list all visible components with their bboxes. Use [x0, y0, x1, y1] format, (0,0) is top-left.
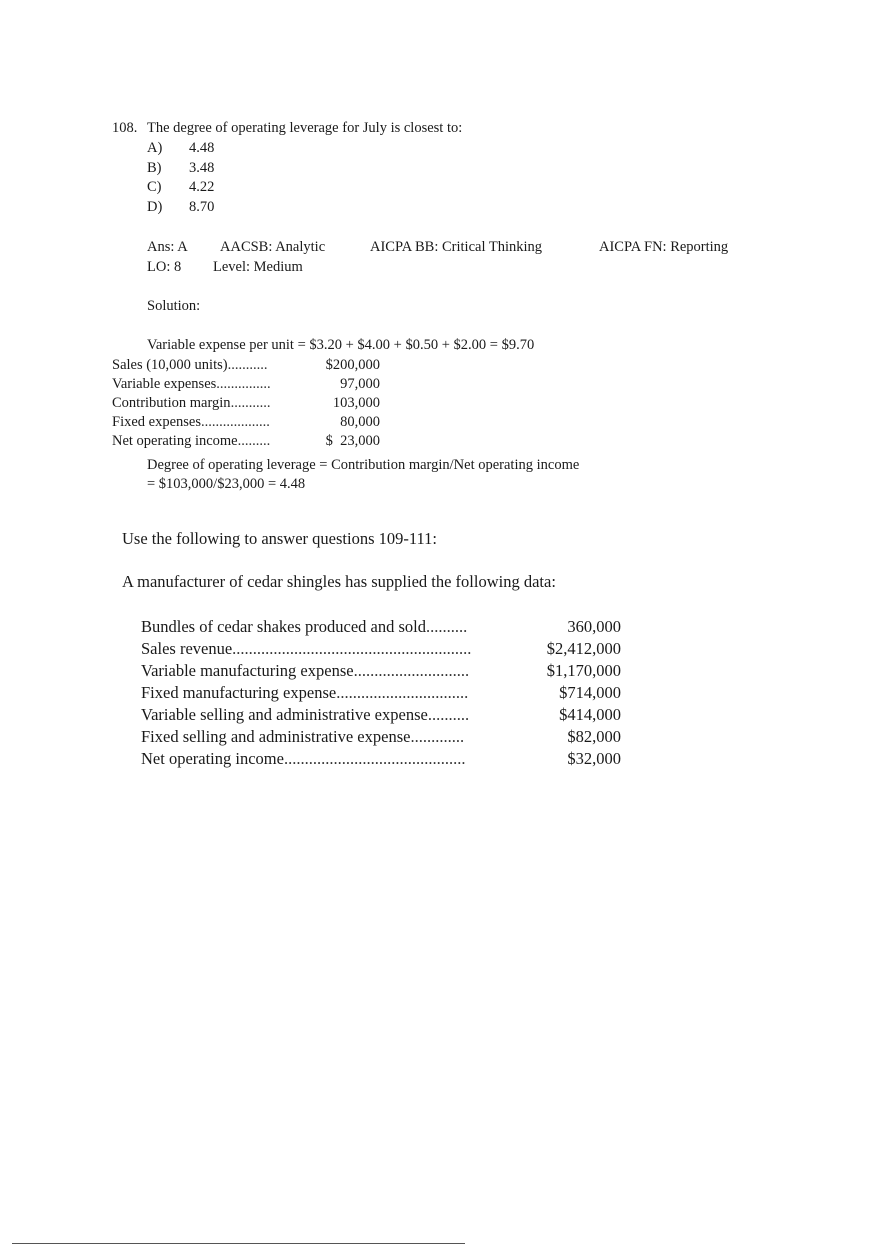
- option-value: 4.48: [189, 140, 215, 156]
- question-number: 108.: [112, 120, 138, 136]
- leader-dots: ...........: [227, 357, 268, 373]
- income-row-label: Contribution margin: [112, 395, 231, 411]
- income-row: [112, 413, 380, 432]
- section-intro: Use the following to answer questions 109-111:: [122, 529, 437, 548]
- income-row: [112, 375, 380, 394]
- footer-rule: [12, 1243, 465, 1244]
- leader-dots: .........: [237, 433, 271, 449]
- data-row-label: Sales revenue: [141, 639, 233, 658]
- data-row-value: $2,412,000: [546, 639, 621, 658]
- dol-result: = $103,000/$23,000 = 4.48: [147, 476, 306, 492]
- option-a: [147, 139, 347, 158]
- option-value: 3.48: [189, 160, 215, 176]
- data-row: [141, 682, 621, 704]
- leader-dots: ............................: [353, 661, 470, 680]
- leader-dots: ...........: [230, 395, 271, 411]
- data-row: [141, 616, 621, 638]
- data-row-value: $414,000: [559, 705, 621, 724]
- data-row: [141, 638, 621, 660]
- question-text: The degree of operating leverage for July is closest to:: [147, 120, 463, 136]
- aicpa-bb-tag: AICPA BB: Critical Thinking: [370, 239, 543, 255]
- income-row-label: Variable expenses: [112, 376, 217, 392]
- option-value: 4.22: [189, 179, 215, 195]
- option-label: D): [147, 199, 163, 215]
- dol-formula: Degree of operating leverage = Contribution margin/Net operating income: [147, 457, 580, 473]
- option-label: B): [147, 160, 162, 176]
- income-row-value: 103,000: [332, 395, 380, 411]
- leader-dots: ...................: [201, 414, 270, 430]
- data-row: [141, 660, 621, 682]
- leader-dots: ............................................: [283, 749, 466, 768]
- income-row-value: 97,000: [340, 376, 380, 392]
- option-label: C): [147, 179, 162, 195]
- option-c: [147, 178, 347, 197]
- income-row-value: $ 23,000: [325, 433, 380, 449]
- income-statement: [112, 356, 380, 451]
- data-row-label: Variable selling and administrative expense: [141, 705, 428, 724]
- income-row-value: $200,000: [325, 357, 380, 373]
- option-value: 8.70: [189, 199, 215, 215]
- leader-dots: ................................: [336, 683, 469, 702]
- data-row: [141, 726, 621, 748]
- income-row-label: Sales (10,000 units): [112, 357, 228, 373]
- income-row: [112, 432, 380, 451]
- leader-dots: ...............: [216, 376, 271, 392]
- difficulty-level: Level: Medium: [213, 259, 303, 275]
- data-row-value: $82,000: [567, 727, 621, 746]
- aacsb-tag: AACSB: Analytic: [220, 239, 326, 255]
- data-row-label: Fixed selling and administrative expense: [141, 727, 411, 746]
- data-row-label: Bundles of cedar shakes produced and sold: [141, 617, 427, 636]
- data-row-value: $1,170,000: [546, 661, 621, 680]
- option-b: [147, 159, 347, 178]
- answer-key: Ans: A: [147, 239, 188, 255]
- option-d: [147, 198, 347, 217]
- aicpa-fn-tag: AICPA FN: Reporting: [599, 239, 729, 255]
- data-row: [141, 748, 621, 770]
- data-row-value: $32,000: [567, 749, 621, 768]
- data-row-value: 360,000: [567, 617, 621, 636]
- income-row-value: 80,000: [340, 414, 380, 430]
- income-row: [112, 394, 380, 413]
- leader-dots: .............: [410, 727, 465, 746]
- income-row: [112, 356, 380, 375]
- learning-objective: LO: 8: [147, 259, 182, 275]
- solution-heading: Solution:: [147, 298, 201, 314]
- income-row-label: Net operating income: [112, 433, 238, 449]
- data-row: [141, 704, 621, 726]
- variable-expense-line: Variable expense per unit = $3.20 + $4.00 + $0.50 + $2.00 = $9.70: [147, 337, 535, 353]
- leader-dots: ..........................................................: [232, 639, 472, 658]
- data-row-value: $714,000: [559, 683, 621, 702]
- option-label: A): [147, 140, 163, 156]
- data-row-label: Variable manufacturing expense: [141, 661, 354, 680]
- data-intro: A manufacturer of cedar shingles has supplied the following data:: [122, 572, 556, 591]
- income-row-label: Fixed expenses: [112, 414, 201, 430]
- cedar-data-table: [141, 616, 621, 770]
- data-row-label: Fixed manufacturing expense: [141, 683, 337, 702]
- data-row-label: Net operating income: [141, 749, 284, 768]
- leader-dots: ..........: [426, 617, 468, 636]
- leader-dots: ..........: [427, 705, 470, 724]
